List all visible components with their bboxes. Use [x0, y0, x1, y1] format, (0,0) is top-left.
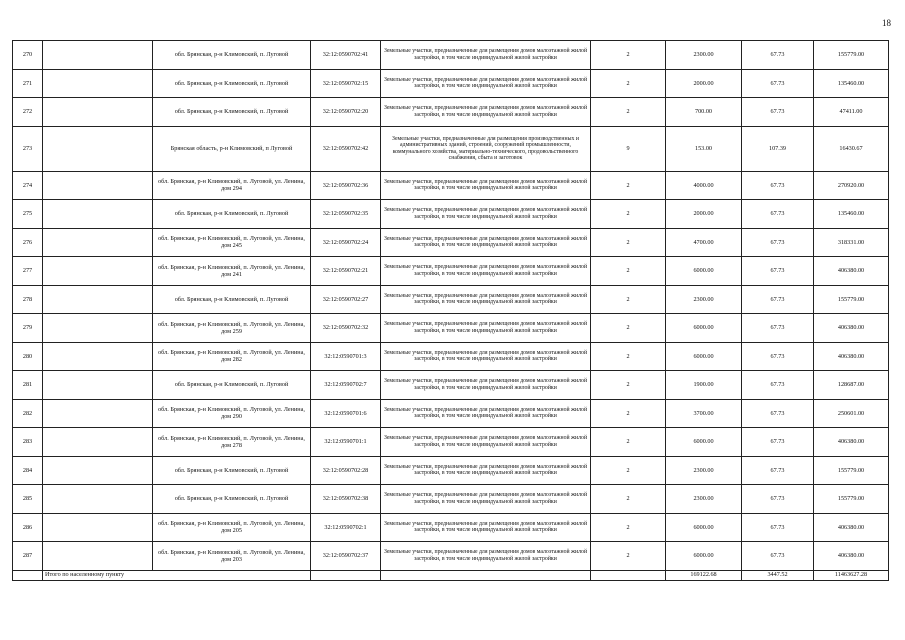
cadastral-number-cell: 32:12:0590702:28: [311, 456, 381, 485]
cadastral-number-cell: 32:12:0590701:3: [311, 342, 381, 371]
table-row: [13, 98, 889, 127]
address-cell: обл. Брянская, р-н Климовский, п. Луговой: [153, 69, 311, 98]
specific-value-cell: 67.73: [742, 69, 814, 98]
empty-cell: [43, 542, 153, 571]
cadastral-number-cell: 32:12:0590702:21: [311, 257, 381, 286]
cadastral-value-cell: 318331.00: [814, 228, 889, 257]
empty-cell: [311, 570, 381, 580]
cadastral-value-cell: 406380.00: [814, 542, 889, 571]
cadastral-number-cell: 32:12:0590702:1: [311, 513, 381, 542]
table-row: [13, 428, 889, 457]
group-cell: 2: [591, 428, 666, 457]
empty-cell: [43, 126, 153, 171]
specific-value-cell: 67.73: [742, 171, 814, 200]
land-category-cell: Земельные участки, предназначенные для размещения домов малоэтажной жилой застройки, в том числе индивидуальной жилой застройки: [381, 428, 591, 457]
table-row: [13, 342, 889, 371]
specific-value-cell: 67.73: [742, 41, 814, 70]
group-cell: 2: [591, 200, 666, 229]
group-cell: 2: [591, 41, 666, 70]
specific-value-cell: 67.73: [742, 200, 814, 229]
group-cell: 2: [591, 314, 666, 343]
empty-cell: [43, 314, 153, 343]
area-cell: 6000.00: [666, 428, 742, 457]
cadastral-value-cell: 406380.00: [814, 342, 889, 371]
group-cell: 2: [591, 485, 666, 514]
land-category-cell: Земельные участки, предназначенные для размещения домов малоэтажной жилой застройки, в том числе индивидуальной жилой застройки: [381, 200, 591, 229]
table-row: [13, 257, 889, 286]
address-cell: обл. Брянская, р-н Климовский, п. Луговой, ул. Ленина, дом 282: [153, 342, 311, 371]
cadastral-number-cell: 32:12:0590701:6: [311, 399, 381, 428]
specific-value-cell: 67.73: [742, 485, 814, 514]
cadastral-value-cell: 406380.00: [814, 513, 889, 542]
land-category-cell: Земельные участки, предназначенные для размещения домов малоэтажной жилой застройки, в том числе индивидуальной жилой застройки: [381, 314, 591, 343]
land-category-cell: Земельные участки, предназначенные для размещения домов малоэтажной жилой застройки, в том числе индивидуальной жилой застройки: [381, 41, 591, 70]
address-cell: обл. Брянская, р-н Климовский, п. Луговой, ул. Ленина, дом 241: [153, 257, 311, 286]
address-cell: обл. Брянская, р-н Климовский, п. Луговой: [153, 200, 311, 229]
address-cell: обл. Брянская, р-н Климовский, п. Луговой, ул. Ленина, дом 290: [153, 399, 311, 428]
empty-cell: [591, 570, 666, 580]
cadastral-value-cell: 47411.00: [814, 98, 889, 127]
empty-cell: [43, 41, 153, 70]
specific-value-cell: 67.73: [742, 456, 814, 485]
address-cell: обл. Брянская, р-н Климовский, п. Луговой: [153, 98, 311, 127]
row-number-cell: 275: [13, 200, 43, 229]
empty-cell: [43, 485, 153, 514]
row-number-cell: 272: [13, 98, 43, 127]
cadastral-value-cell: 155779.00: [814, 456, 889, 485]
cadastral-value-cell: 406380.00: [814, 428, 889, 457]
total-specific-value-cell: 3447.52: [742, 570, 814, 580]
empty-cell: [43, 456, 153, 485]
address-cell: обл. Брянская, р-н Климовский, п. Луговой: [153, 41, 311, 70]
row-number-cell: 281: [13, 371, 43, 400]
specific-value-cell: 67.73: [742, 371, 814, 400]
cadastral-value-cell: 155779.00: [814, 485, 889, 514]
empty-cell: [381, 570, 591, 580]
group-cell: 2: [591, 257, 666, 286]
area-cell: 1900.00: [666, 371, 742, 400]
cadastral-value-cell: 270920.00: [814, 171, 889, 200]
empty-cell: [43, 285, 153, 314]
area-cell: 2300.00: [666, 41, 742, 70]
empty-cell: [43, 342, 153, 371]
empty-cell: [43, 428, 153, 457]
area-cell: 4000.00: [666, 171, 742, 200]
land-category-cell: Земельные участки, предназначенные для размещения домов малоэтажной жилой застройки, в том числе индивидуальной жилой застройки: [381, 456, 591, 485]
address-cell: обл. Брянская, р-н Климовский, п. Луговой, ул. Ленина, дом 278: [153, 428, 311, 457]
land-registry-table: [12, 40, 889, 581]
cadastral-number-cell: 32:12:0590702:24: [311, 228, 381, 257]
land-category-cell: Земельные участки, предназначенные для размещения домов малоэтажной жилой застройки, в том числе индивидуальной жилой застройки: [381, 228, 591, 257]
land-category-cell: Земельные участки, предназначенные для размещения домов малоэтажной жилой застройки, в том числе индивидуальной жилой застройки: [381, 485, 591, 514]
specific-value-cell: 67.73: [742, 257, 814, 286]
specific-value-cell: 67.73: [742, 542, 814, 571]
row-number-cell: 285: [13, 485, 43, 514]
cadastral-value-cell: 155779.00: [814, 285, 889, 314]
total-cadastral-value-cell: 11463627.28: [814, 570, 889, 580]
total-label-cell: Итого по населенному пункту: [43, 570, 311, 580]
row-number-cell: 287: [13, 542, 43, 571]
empty-cell: [43, 257, 153, 286]
cadastral-number-cell: 32:12:0590702:36: [311, 171, 381, 200]
address-cell: обл. Брянская, р-н Климовский, п. Луговой, ул. Ленина, дом 205: [153, 513, 311, 542]
group-cell: 2: [591, 342, 666, 371]
table-row: [13, 513, 889, 542]
cadastral-value-cell: 406380.00: [814, 257, 889, 286]
group-cell: 2: [591, 228, 666, 257]
table-body: [13, 41, 889, 581]
cadastral-number-cell: 32:12:0590702:35: [311, 200, 381, 229]
address-cell: обл. Брянская, р-н Климовский, п. Луговой: [153, 456, 311, 485]
group-cell: 2: [591, 542, 666, 571]
empty-cell: [43, 200, 153, 229]
cadastral-value-cell: 135460.00: [814, 200, 889, 229]
cadastral-number-cell: 32:12:0590702:32: [311, 314, 381, 343]
empty-cell: [43, 69, 153, 98]
empty-cell: [43, 98, 153, 127]
land-category-cell: Земельные участки, предназначенные для размещения домов малоэтажной жилой застройки, в том числе индивидуальной жилой застройки: [381, 371, 591, 400]
area-cell: 6000.00: [666, 342, 742, 371]
table-row: [13, 285, 889, 314]
cadastral-number-cell: 32:12:0590702:38: [311, 485, 381, 514]
total-area-cell: 169122.68: [666, 570, 742, 580]
specific-value-cell: 67.73: [742, 428, 814, 457]
table-row: [13, 371, 889, 400]
area-cell: 2000.00: [666, 69, 742, 98]
cadastral-number-cell: 32:12:0590702:37: [311, 542, 381, 571]
group-cell: 9: [591, 126, 666, 171]
area-cell: 2300.00: [666, 285, 742, 314]
group-cell: 2: [591, 285, 666, 314]
land-category-cell: Земельные участки, предназначенные для размещения домов малоэтажной жилой застройки, в том числе индивидуальной жилой застройки: [381, 69, 591, 98]
specific-value-cell: 67.73: [742, 98, 814, 127]
specific-value-cell: 107.39: [742, 126, 814, 171]
empty-cell: [43, 513, 153, 542]
row-number-cell: 279: [13, 314, 43, 343]
table-row: [13, 399, 889, 428]
area-cell: 2000.00: [666, 200, 742, 229]
address-cell: Брянская область, р-н Климовский, п Луговой: [153, 126, 311, 171]
address-cell: обл. Брянская, р-н Климовский, п. Луговой: [153, 285, 311, 314]
page-number: 18: [882, 18, 891, 28]
table-row: [13, 456, 889, 485]
land-category-cell: Земельные участки, предназначенные для размещения домов малоэтажной жилой застройки, в том числе индивидуальной жилой застройки: [381, 399, 591, 428]
total-row: [13, 570, 889, 580]
row-number-cell: 276: [13, 228, 43, 257]
cadastral-value-cell: 406380.00: [814, 314, 889, 343]
row-number-cell: 282: [13, 399, 43, 428]
cadastral-value-cell: 128687.00: [814, 371, 889, 400]
cadastral-number-cell: 32:12:0590702:15: [311, 69, 381, 98]
address-cell: обл. Брянская, р-н Климовский, п. Луговой, ул. Ленина, дом 203: [153, 542, 311, 571]
area-cell: 6000.00: [666, 257, 742, 286]
specific-value-cell: 67.73: [742, 342, 814, 371]
specific-value-cell: 67.73: [742, 228, 814, 257]
address-cell: обл. Брянская, р-н Климовский, п. Луговой, ул. Ленина, дом 294: [153, 171, 311, 200]
specific-value-cell: 67.73: [742, 314, 814, 343]
land-category-cell: Земельные участки, предназначенные для размещения домов малоэтажной жилой застройки, в том числе индивидуальной жилой застройки: [381, 542, 591, 571]
group-cell: 2: [591, 513, 666, 542]
row-number-cell: 277: [13, 257, 43, 286]
row-number-cell: 270: [13, 41, 43, 70]
address-cell: обл. Брянская, р-н Климовский, п. Луговой, ул. Ленина, дом 259: [153, 314, 311, 343]
group-cell: 2: [591, 171, 666, 200]
row-number-cell: 278: [13, 285, 43, 314]
row-number-cell: 286: [13, 513, 43, 542]
specific-value-cell: 67.73: [742, 399, 814, 428]
land-category-cell: Земельные участки, предназначенные для размещения домов малоэтажной жилой застройки, в том числе индивидуальной жилой застройки: [381, 285, 591, 314]
row-number-cell: 280: [13, 342, 43, 371]
cadastral-number-cell: 32:12:0590702:42: [311, 126, 381, 171]
table-row: [13, 41, 889, 70]
land-category-cell: Земельные участки, предназначенные для размещения домов малоэтажной жилой застройки, в том числе индивидуальной жилой застройки: [381, 98, 591, 127]
area-cell: 2300.00: [666, 485, 742, 514]
group-cell: 2: [591, 69, 666, 98]
row-number-cell: 274: [13, 171, 43, 200]
empty-cell: [43, 171, 153, 200]
table-row: [13, 69, 889, 98]
table-row: [13, 228, 889, 257]
table-row: [13, 314, 889, 343]
area-cell: 6000.00: [666, 513, 742, 542]
table-row: [13, 485, 889, 514]
cadastral-number-cell: 32:12:0590702:41: [311, 41, 381, 70]
land-category-cell: Земельные участки, предназначенные для размещения домов малоэтажной жилой застройки, в том числе индивидуальной жилой застройки: [381, 513, 591, 542]
empty-cell: [13, 570, 43, 580]
row-number-cell: 283: [13, 428, 43, 457]
empty-cell: [43, 228, 153, 257]
specific-value-cell: 67.73: [742, 513, 814, 542]
address-cell: обл. Брянская, р-н Климовский, п. Луговой: [153, 485, 311, 514]
address-cell: обл. Брянская, р-н Климовский, п. Луговой, ул. Ленина, дом 245: [153, 228, 311, 257]
cadastral-number-cell: 32:12:0590702:20: [311, 98, 381, 127]
table-row: [13, 126, 889, 171]
cadastral-value-cell: 155779.00: [814, 41, 889, 70]
cadastral-value-cell: 135460.00: [814, 69, 889, 98]
row-number-cell: 284: [13, 456, 43, 485]
empty-cell: [43, 371, 153, 400]
area-cell: 4700.00: [666, 228, 742, 257]
table-row: [13, 542, 889, 571]
area-cell: 6000.00: [666, 314, 742, 343]
area-cell: 700.00: [666, 98, 742, 127]
cadastral-number-cell: 32:12:0590702:7: [311, 371, 381, 400]
area-cell: 6000.00: [666, 542, 742, 571]
cadastral-number-cell: 32:12:0590701:1: [311, 428, 381, 457]
cadastral-value-cell: 250601.00: [814, 399, 889, 428]
area-cell: 153.00: [666, 126, 742, 171]
land-category-cell: Земельные участки, предназначенные для размещения домов малоэтажной жилой застройки, в том числе индивидуальной жилой застройки: [381, 257, 591, 286]
group-cell: 2: [591, 98, 666, 127]
table-row: [13, 171, 889, 200]
row-number-cell: 273: [13, 126, 43, 171]
table-row: [13, 200, 889, 229]
group-cell: 2: [591, 456, 666, 485]
land-category-cell: Земельные участки, предназначенные для размещения домов малоэтажной жилой застройки, в том числе индивидуальной жилой застройки: [381, 171, 591, 200]
group-cell: 2: [591, 399, 666, 428]
group-cell: 2: [591, 371, 666, 400]
land-category-cell: Земельные участки, предназначенные для размещения производственных и административных зданий, строений, сооружений промышленности, коммунального хозяйства, материально-технического, продовольственного снабжения, сбыта и заготовок: [381, 126, 591, 171]
cadastral-number-cell: 32:12:0590702:27: [311, 285, 381, 314]
specific-value-cell: 67.73: [742, 285, 814, 314]
row-number-cell: 271: [13, 69, 43, 98]
empty-cell: [43, 399, 153, 428]
cadastral-value-cell: 16430.67: [814, 126, 889, 171]
area-cell: 3700.00: [666, 399, 742, 428]
address-cell: обл. Брянская, р-н Климовский, п. Луговой: [153, 371, 311, 400]
area-cell: 2300.00: [666, 456, 742, 485]
land-category-cell: Земельные участки, предназначенные для размещения домов малоэтажной жилой застройки, в том числе индивидуальной жилой застройки: [381, 342, 591, 371]
